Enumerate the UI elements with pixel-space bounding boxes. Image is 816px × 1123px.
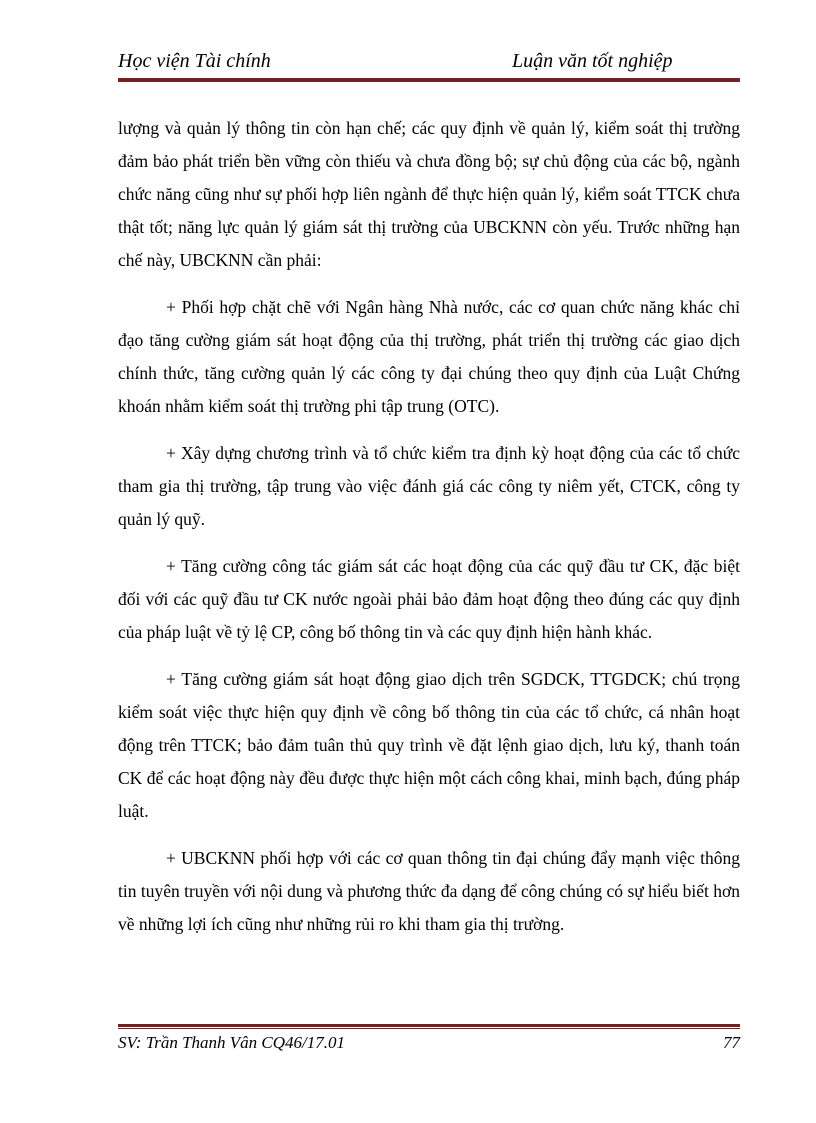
header-document-type: Luận văn tốt nghiệp	[512, 50, 673, 72]
page-number: 77	[723, 1033, 740, 1052]
paragraph-public-information: + UBCKNN phối hợp với các cơ quan thông tin đại chúng đẩy mạnh việc thông tin tuyên truyền với nội dung và phương thức đa dạng để công chúng có sự hiểu biết hơn về những lợi ích cũng như những rủi ro khi tham gia thị trường.	[118, 848, 740, 934]
page-header	[118, 44, 740, 78]
footer-student: SV: Trần Thanh Vân CQ46/17.01	[118, 1033, 346, 1052]
header-institution: Học viện Tài chính	[118, 50, 271, 72]
paragraph-fund-supervision: + Tăng cường công tác giám sát các hoạt động của các quỹ đầu tư CK, đặc biệt đối với các quỹ đầu tư CK nước ngoài phải bảo đảm hoạt động theo đúng các quy định của pháp luật về tỷ lệ CP, công bố thông tin và các quy định hiện hành khác.	[118, 556, 740, 642]
paragraph-continued: lượng và quản lý thông tin còn hạn chế; các quy định về quản lý, kiểm soát thị trường đảm bảo phát triển bền vững còn thiếu và chưa đồng bộ; sự chủ động của các bộ, ngành chức năng cũng như sự phối hợp liên ngành để thực hiện quản lý, kiểm soát TTCK chưa thật tốt; năng lực quản lý giám sát thị trường của UBCKNN còn yếu. Trước những hạn chế này, UBCKNN cần phải:	[118, 118, 740, 270]
footer-divider	[118, 1024, 740, 1029]
header-divider	[118, 78, 740, 82]
paragraph-trading-supervision: + Tăng cường giám sát hoạt động giao dịch trên SGDCK, TTGDCK; chú trọng kiểm soát việc thực hiện quy định về công bố thông tin của các tổ chức, cá nhân hoạt động trên TTCK; bảo đảm tuân thủ quy trình về đặt lệnh giao dịch, lưu ký, thanh toán CK để các hoạt động này đều được thực hiện một cách công khai, minh bạch, đúng pháp luật.	[118, 669, 740, 821]
body-text	[118, 112, 740, 955]
paragraph-coordination: + Phối hợp chặt chẽ với Ngân hàng Nhà nước, các cơ quan chức năng khác chỉ đạo tăng cường giám sát hoạt động của thị trường, phát triển thị trường các giao dịch chính thức, tăng cường quản lý các công ty đại chúng theo quy định của Luật Chứng khoán nhằm kiểm soát thị trường phi tập trung (OTC).	[118, 297, 740, 416]
paragraph-inspection: + Xây dựng chương trình và tổ chức kiểm tra định kỳ hoạt động của các tổ chức tham gia thị trường, tập trung vào việc đánh giá các công ty niêm yết, CTCK, công ty quản lý quỹ.	[118, 443, 740, 529]
